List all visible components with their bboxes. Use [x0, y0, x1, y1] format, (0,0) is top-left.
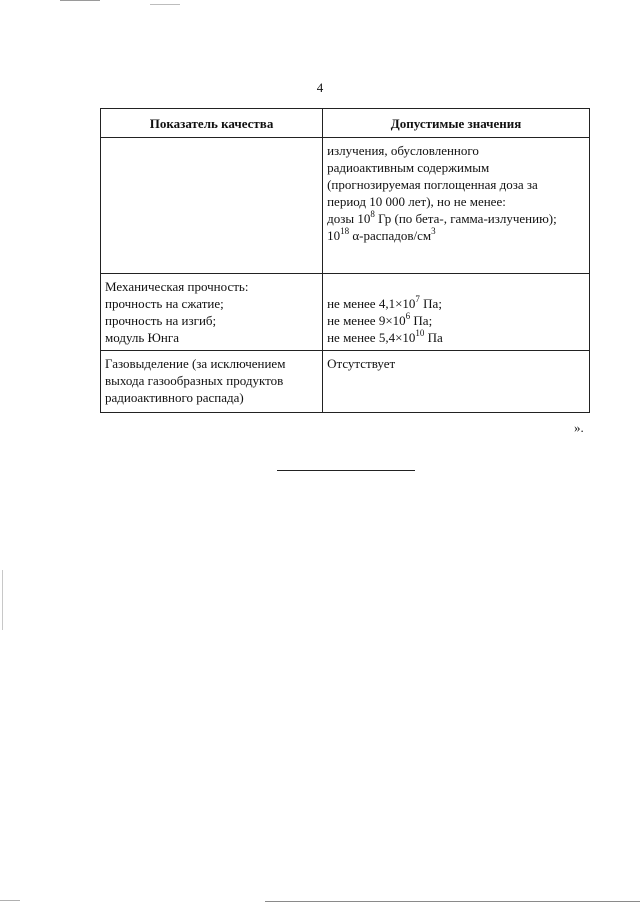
indicator-line: Механическая прочность: — [105, 279, 249, 294]
young-prefix: не менее 5,4×10 — [327, 330, 416, 345]
scan-artifact-bottom — [265, 901, 640, 902]
header-values: Допустимые значения — [323, 109, 590, 138]
values-cell-gas — [323, 351, 590, 413]
compression-exponent: 7 — [415, 293, 420, 304]
indicator-line: выхода газообразных продуктов — [105, 373, 284, 388]
indicator-line: радиоактивного распада) — [105, 390, 244, 405]
table-row — [101, 274, 590, 351]
scan-artifact-bottom-left — [0, 900, 20, 901]
values-cell-mechanical — [323, 274, 590, 351]
indicator-cell-mechanical — [101, 274, 323, 351]
value-spacer — [327, 278, 585, 295]
indicator-cell-empty — [101, 138, 323, 274]
gas-value: Отсутствует — [327, 356, 396, 371]
bending-exponent: 6 — [405, 310, 411, 321]
value-line: (прогнозируемая поглощенная доза за — [327, 177, 538, 192]
value-line: радиоактивным содержимым — [327, 160, 490, 175]
dose-exponent: 8 — [370, 208, 375, 219]
alpha-unit-exponent: 3 — [431, 225, 436, 236]
bending-suffix: Па; — [410, 313, 433, 328]
dose-suffix: Гр (по бета-, гамма-излучению); — [374, 211, 557, 226]
dose-prefix: дозы 10 — [327, 211, 371, 226]
value-line: период 10 000 лет), но не менее: — [327, 194, 506, 209]
quality-table — [100, 108, 590, 413]
table-row — [101, 138, 590, 274]
young-line — [327, 329, 585, 346]
end-divider — [277, 470, 415, 471]
table-header-row — [101, 109, 590, 138]
header-indicator: Показатель качества — [101, 109, 323, 138]
alpha-line — [327, 227, 585, 244]
indicator-line: прочность на изгиб; — [105, 313, 217, 328]
bending-prefix: не менее 9×10 — [327, 313, 406, 328]
scan-artifact-top — [150, 4, 180, 5]
alpha-prefix: 10 — [327, 228, 341, 243]
scan-artifact-left-edge — [2, 570, 3, 630]
compression-prefix: не менее 4,1×10 — [327, 296, 416, 311]
value-line: излучения, обусловленного — [327, 143, 479, 158]
alpha-middle: α-распадов/см — [349, 228, 432, 243]
young-suffix: Па — [424, 330, 443, 345]
page-number: 4 — [316, 80, 324, 95]
indicator-line: прочность на сжатие; — [105, 296, 224, 311]
closing-quote: ». — [574, 420, 584, 435]
young-exponent: 10 — [415, 327, 425, 338]
values-cell-radiation — [323, 138, 590, 274]
dose-line — [327, 210, 585, 227]
compression-line — [327, 295, 585, 312]
indicator-line: Газовыделение (за исключением — [105, 356, 286, 371]
alpha-exponent: 18 — [340, 225, 350, 236]
indicator-cell-gas — [101, 351, 323, 413]
scan-artifact-top-left — [60, 0, 100, 1]
compression-suffix: Па; — [419, 296, 442, 311]
indicator-line: модуль Юнга — [105, 330, 179, 345]
table-row — [101, 351, 590, 413]
bending-line — [327, 312, 585, 329]
